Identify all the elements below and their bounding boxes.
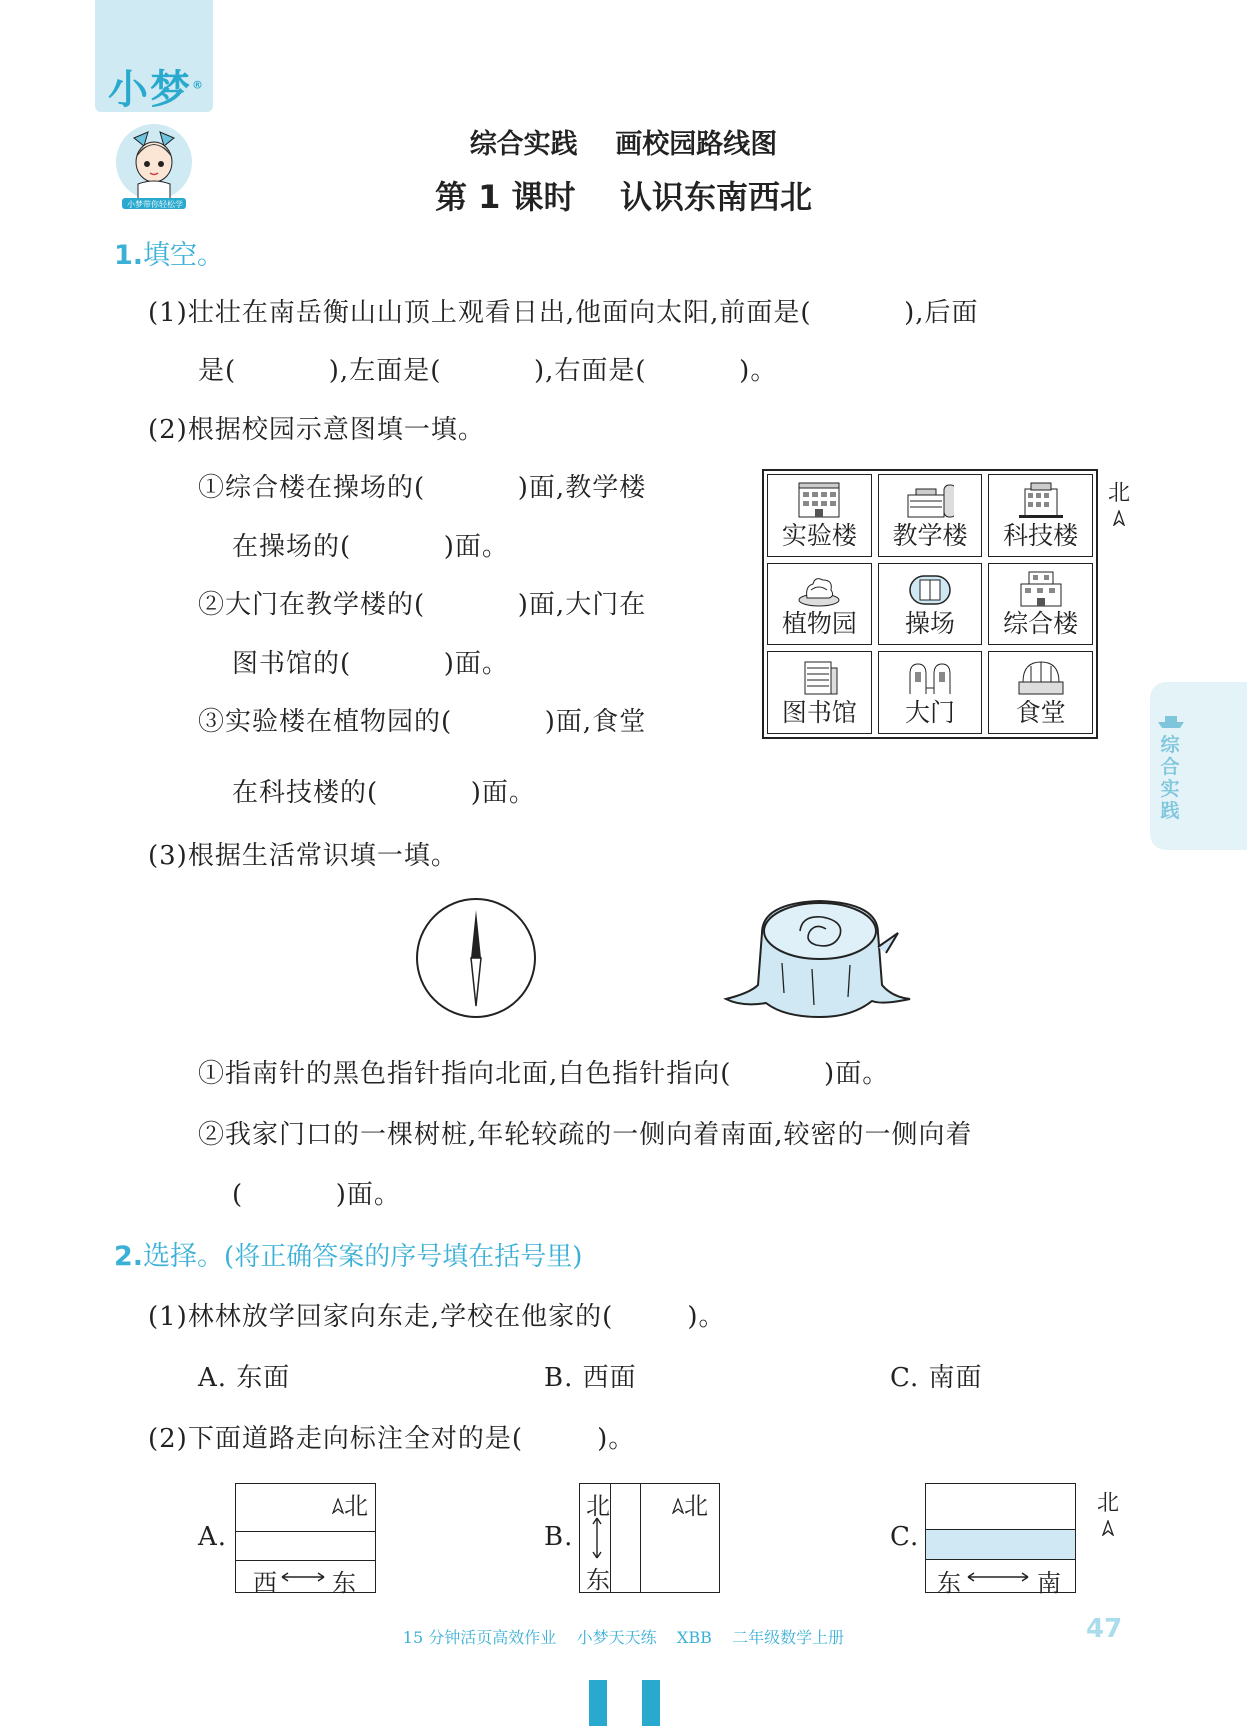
map-cell-label: 教学楼 <box>892 520 968 550</box>
map-cell-label: 操场 <box>904 609 955 639</box>
q1-2-prompt: (2)根据校园示意图填一填。 <box>148 415 485 445</box>
map-cell <box>767 651 872 734</box>
map-cell <box>988 651 1093 734</box>
teaching-building-icon <box>906 481 954 519</box>
map-cell <box>878 651 983 734</box>
road-a-edge-top <box>235 1531 376 1532</box>
q1-2-c-line1: ③实验楼在植物园的( )面,食堂 <box>198 707 647 737</box>
double-arrow-icon <box>590 1516 604 1560</box>
road-c-street <box>926 1529 1075 1560</box>
campus-north-label: 北 <box>1108 476 1130 532</box>
playground-icon <box>906 570 954 608</box>
road-b-edge-left <box>610 1483 611 1593</box>
q2-1-prompt: (1)林林放学回家向东走,学校在他家的( )。 <box>148 1302 726 1332</box>
road-b-edge-right <box>640 1483 641 1593</box>
map-cell <box>767 474 872 557</box>
q1-2-c-line2: 在科技楼的( )面。 <box>232 778 536 808</box>
gate-icon <box>906 658 954 696</box>
section-1-heading: 1.填空。 <box>114 240 225 271</box>
road-a-left-label: 西 <box>253 1569 277 1597</box>
binding-bar-left <box>589 1680 607 1726</box>
garden-icon <box>795 570 843 608</box>
road-b-top-label: 北 <box>586 1492 610 1520</box>
q1-3-b-line1: ②我家门口的一棵树桩,年轮较疏的一侧向着南面,较密的一侧向着 <box>198 1120 973 1150</box>
map-cell-label: 实验楼 <box>781 520 857 550</box>
complex-building-icon <box>1017 570 1065 608</box>
road-a-north: 北 <box>332 1486 368 1521</box>
double-arrow-icon <box>280 1570 326 1584</box>
map-cell <box>767 563 872 646</box>
mascot-caption: 小梦带你轻松学 <box>127 200 183 209</box>
map-cell <box>988 563 1093 646</box>
lesson-title: 第 1 课时 认识东南西北 <box>434 178 813 216</box>
q1-2-a-line2: 在操场的( )面。 <box>232 532 509 562</box>
boat-icon <box>1156 712 1186 730</box>
q2-2-option-b-label: B. <box>544 1522 574 1552</box>
q2-2-option-c-label: C. <box>890 1522 920 1552</box>
q2-2-prompt: (2)下面道路走向标注全对的是( )。 <box>148 1424 636 1454</box>
tree-stump-icon <box>722 893 918 1021</box>
map-cell-label: 科技楼 <box>1003 520 1079 550</box>
double-arrow-icon <box>966 1570 1030 1584</box>
page-title: 综合实践 画校园路线图 <box>469 129 778 160</box>
q2-2-option-a-label: A. <box>198 1522 228 1552</box>
section-2-heading: 2.选择。(将正确答案的序号填在括号里) <box>114 1241 583 1272</box>
road-b-bottom-label: 东 <box>586 1566 610 1594</box>
north-arrow-icon <box>672 1498 684 1514</box>
tech-building-icon <box>1017 481 1065 519</box>
side-tab-label: 综合实践 <box>1160 734 1180 822</box>
q1-2-b-line2: 图书馆的( )面。 <box>232 649 509 679</box>
q1-2-b-line1: ②大门在教学楼的( )面,大门在 <box>198 590 647 620</box>
map-cell-label: 食堂 <box>1015 697 1066 727</box>
lab-building-icon <box>795 481 843 519</box>
map-cell-label: 综合楼 <box>1003 609 1079 639</box>
page-number: 47 <box>1086 1614 1123 1644</box>
library-icon <box>795 658 843 696</box>
road-c-north: 北 <box>1097 1486 1119 1542</box>
q1-3-b-line2: ( )面。 <box>232 1180 401 1210</box>
brand-logo: 小梦® <box>108 67 205 113</box>
canteen-icon <box>1017 658 1065 696</box>
map-cell-label: 植物园 <box>781 609 857 639</box>
q2-1-option-c: C. 南面 <box>890 1363 983 1393</box>
footer-text: 15 分钟活页高效作业 小梦天天练 XBB 二年级数学上册 <box>402 1628 845 1647</box>
q1-3-a: ①指南针的黑色指针指向北面,白色指针指向( )面。 <box>198 1059 890 1089</box>
north-arrow-icon <box>1112 510 1126 526</box>
q1-1-line1: (1)壮壮在南岳衡山山顶上观看日出,他面向太阳,前面是( ),后面 <box>148 298 979 328</box>
map-cell <box>878 563 983 646</box>
compass-icon <box>414 896 538 1020</box>
q1-1-line2: 是( ),左面是( ),右面是( )。 <box>198 356 778 386</box>
binding-bar-right <box>642 1680 660 1726</box>
map-cell <box>878 474 983 557</box>
north-arrow-icon <box>332 1498 344 1514</box>
q2-1-option-b: B. 西面 <box>544 1363 637 1393</box>
road-a-right-label: 东 <box>332 1569 356 1597</box>
campus-map <box>762 469 1098 739</box>
road-c-right-label: 南 <box>1037 1569 1061 1597</box>
map-cell <box>988 474 1093 557</box>
map-cell-label: 图书馆 <box>781 697 857 727</box>
q2-1-option-a: A. 东面 <box>198 1363 291 1393</box>
north-arrow-icon <box>1101 1520 1115 1536</box>
q1-3-prompt: (3)根据生活常识填一填。 <box>148 841 458 871</box>
q1-2-a-line1: ①综合楼在操场的( )面,教学楼 <box>198 473 647 503</box>
road-c-left-label: 东 <box>937 1569 961 1597</box>
map-cell-label: 大门 <box>904 697 955 727</box>
road-b-north: 北 <box>672 1486 708 1521</box>
road-a-edge-bottom <box>235 1560 376 1561</box>
